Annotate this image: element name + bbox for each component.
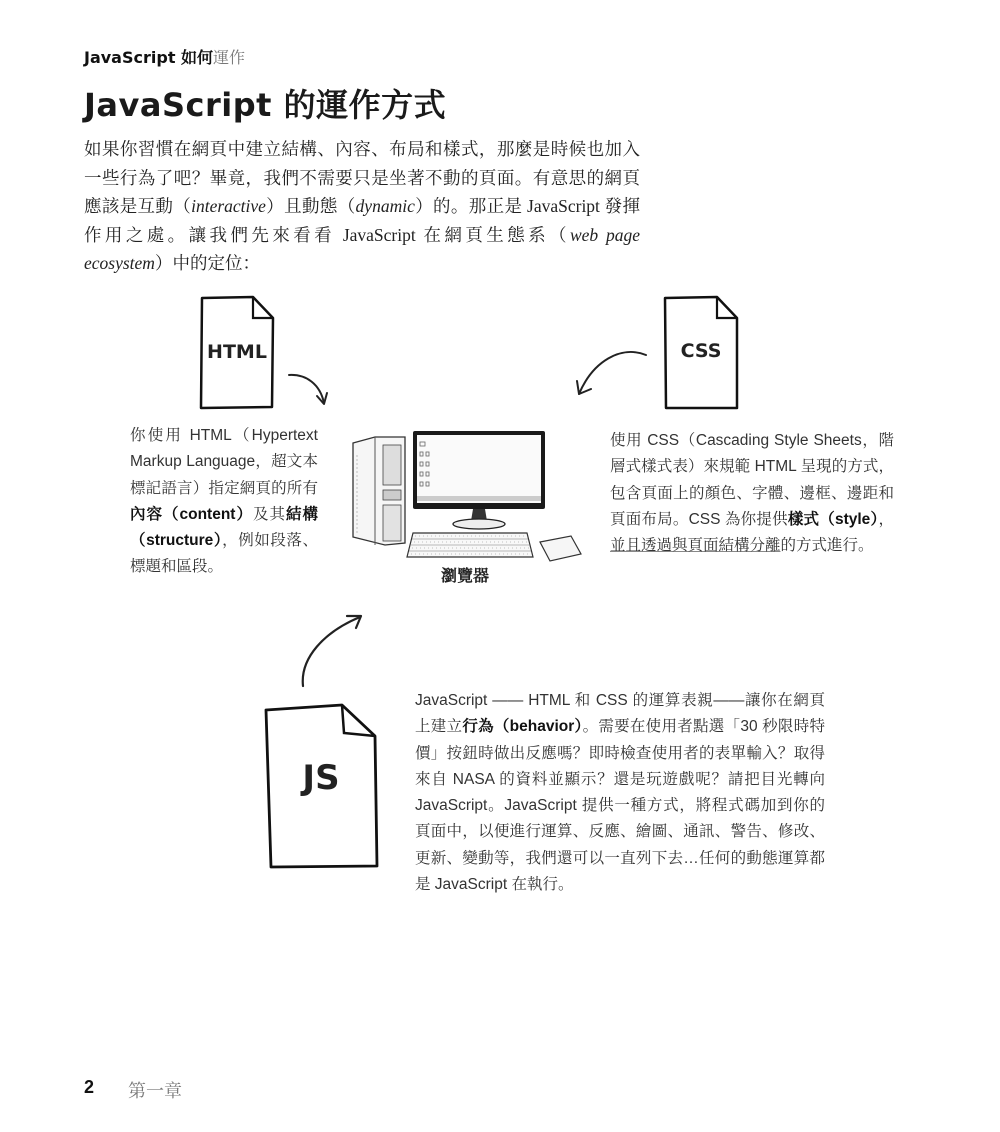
intro-term-interactive: interactive (191, 196, 266, 216)
intro-term-dynamic: dynamic (355, 196, 415, 216)
arrow-html-to-browser (288, 372, 330, 408)
curved-arrow-icon (288, 372, 330, 408)
intro-text-2: ）且動態（ (265, 196, 356, 216)
html-term-content: 內容（content） (130, 505, 253, 523)
css-text-3: 的方式進行。 (780, 537, 874, 555)
running-head (84, 45, 245, 68)
css-document (664, 296, 738, 409)
html-text-3: ，例如段落、標題和區段。 (130, 532, 318, 576)
browser-label: 瀏覽器 (440, 566, 489, 585)
intro-text-3: ）的。那正是 JavaScript 發揮作用之處。讓我們先來看看 JavaScript 在網頁生態系（ (84, 196, 640, 245)
arrow-css-to-browser (573, 349, 649, 397)
intro-text-1: 如果你習慣在網頁中建立結構、內容、布局和樣式，那麼是時候也加入一些行為了吧？畢竟，我們不需要只是坐著不動的頁面。有意思的網頁應該是互動（ (84, 139, 640, 216)
css-term-style: 樣式（style） (787, 510, 879, 528)
js-document (265, 704, 377, 868)
browser-computer-illustration (345, 425, 585, 565)
js-text-2: 。需要在使用者點選「30 秒限時特價」按鈕時做出反應嗎？即時檢查使用者的表單輸入？取得來自 NASA 的資料並顯示？還是玩遊戲呢？請把目光轉向 JavaScript。JavaScript 提供一種方式，將程式碼加到你的頁面中，以便進行運算、反應、繪圖、通訊、警告、修改、更新、變動等，我們還可以一直列下去…任何的動態運算都是 JavaScript 在執行。 (415, 718, 825, 894)
curved-arrow-icon (573, 349, 649, 397)
html-document (200, 296, 274, 409)
page-title: JavaScript 的運作方式 (84, 86, 447, 124)
css-text-underlined: 並且透過與頁面結構分離 (610, 537, 781, 555)
html-description (130, 423, 318, 581)
running-head-bold: JavaScript 如何 (84, 48, 214, 67)
intro-text-4: ）中的定位： (154, 253, 260, 273)
js-term-behavior: 行為（behavior） (462, 718, 583, 736)
page-number: 2 (84, 1077, 95, 1097)
intro-paragraph (84, 135, 640, 278)
html-term-structure: 結構（structure） (130, 505, 318, 550)
html-text-1: 你使用 HTML（Hypertext Markup Language，超文本標記語言）指定網頁的所有 (130, 427, 318, 497)
running-head-grey: 運作 (213, 48, 246, 67)
css-text-1: 使用 CSS（Cascading Style Sheets，階層式樣式表）來規範 HTML 呈現的方式，包含頁面上的顏色、字體、邊框、邊距和頁面布局。CSS 為你提供 (610, 432, 894, 528)
html-doc-label: HTML (207, 341, 267, 363)
desktop-computer-icon (345, 425, 585, 565)
js-doc-label: JS (302, 758, 340, 798)
css-doc-label: CSS (680, 340, 722, 362)
curved-arrow-icon (300, 612, 366, 688)
js-text-1: JavaScript —— HTML 和 CSS 的運算表親——讓你在網頁上建立 (415, 692, 825, 736)
css-text-2: ， (878, 510, 894, 528)
intro-term-ecosystem: web page ecosystem (84, 224, 640, 273)
html-text-2: 及其 (252, 505, 286, 523)
chapter-label: 第一章 (128, 1081, 182, 1101)
arrow-js-to-browser (300, 612, 366, 688)
css-description (610, 428, 894, 559)
js-description (415, 688, 825, 898)
